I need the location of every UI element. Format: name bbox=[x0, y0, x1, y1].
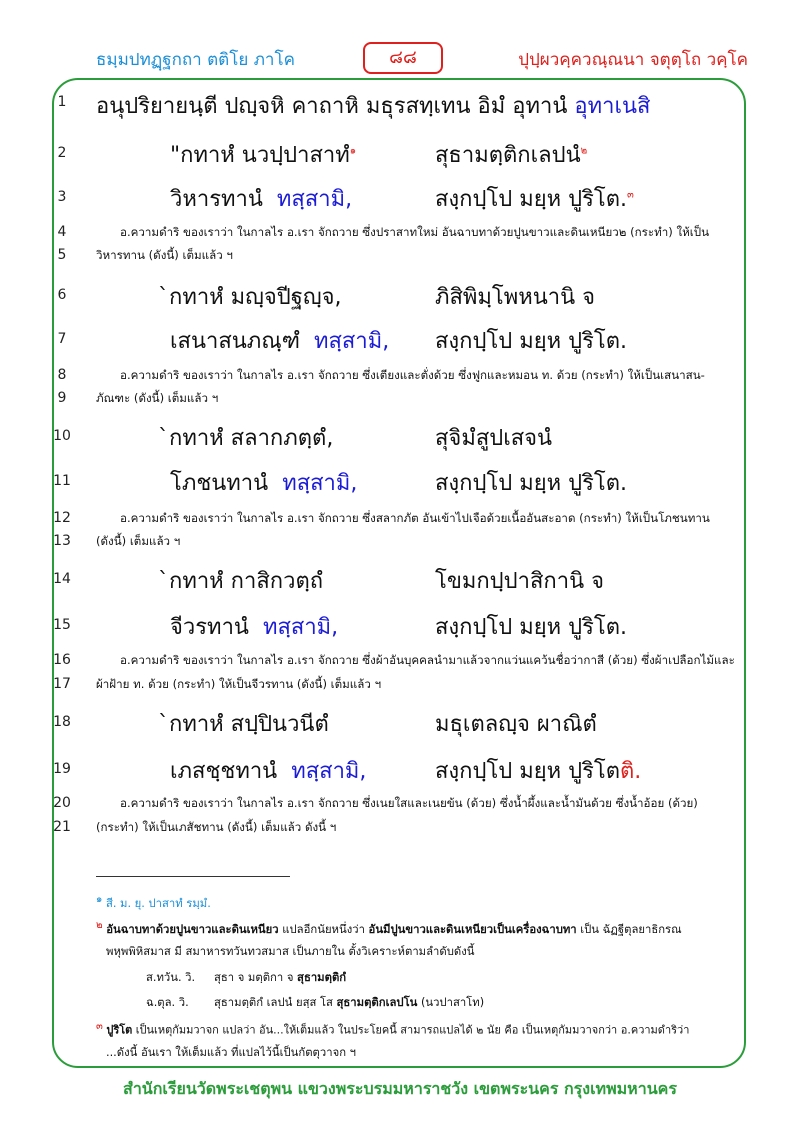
footnote-mark: ๒ bbox=[96, 920, 103, 931]
translation-line: อ.ความดำริ ของเราว่า ในกาลไร อ.เรา จักถวาย ซึ่งเตียงและตั่งด้วย ซึ่งฟูกและหมอน ท. ด้วย (กระทำ) ให้เป็นเสนาสน- bbox=[120, 368, 705, 382]
analysis-text: (นวปาสาโท) bbox=[417, 996, 485, 1009]
footnote-mark: ๑ bbox=[96, 894, 103, 905]
footnote-text: แปลอีกนัยหนึ่งว่า bbox=[278, 922, 369, 936]
footnote-3 bbox=[96, 1019, 689, 1039]
translation-line: (ดังนี้) เต็มแล้ว ฯ bbox=[96, 534, 181, 548]
line-number: 20 bbox=[53, 795, 71, 811]
verse-left bbox=[170, 753, 366, 788]
verse-text: วิหารทานํ bbox=[170, 187, 263, 212]
footnote-bold: ปูริโต bbox=[106, 1023, 133, 1037]
footnote-2-cont: พหุพพิหิสมาส มี สมาหารทวันทวสมาส เป็นภายใน ตั้งวิเคราะห์ตามลำดับดังนี้ bbox=[106, 945, 475, 958]
verse-right bbox=[435, 137, 587, 172]
verse-highlight: ทสฺสามิ, bbox=[291, 759, 367, 784]
verse-highlight: ทสฺสามิ, bbox=[276, 187, 353, 212]
verse-text: เสนาสนภณฺฑํ bbox=[170, 329, 300, 354]
verse-intro bbox=[96, 88, 650, 123]
footnote-text: สี. ม. ยุ. ปาสาทํ รมฺมํ. bbox=[105, 896, 211, 910]
verse-right: สงฺกปฺโป มยฺห ปูริโต. bbox=[435, 615, 627, 640]
footnote-2-analysis bbox=[146, 968, 346, 986]
footnote-mark: ๓ bbox=[96, 1021, 103, 1032]
page-footer: สำนักเรียนวัดพระเชตุพน แขวงพระบรมมหาราชวัง เขตพระนคร กรุงเทพมหานคร bbox=[123, 1079, 677, 1098]
verse-right bbox=[435, 753, 641, 788]
line-number: 9 bbox=[57, 390, 67, 406]
verse-right: สงฺกปฺโป มยฺห ปูริโต. bbox=[435, 329, 627, 354]
line-number: 12 bbox=[53, 510, 71, 526]
verse-text: จีวรทานํ bbox=[170, 615, 249, 640]
translation-line: ผ้าฝ้าย ท. ด้วย (กระทำ) ให้เป็นจีวรทาน (ดังนี้) เต็มแล้ว ฯ bbox=[96, 677, 382, 691]
verse-left bbox=[170, 137, 356, 172]
analysis-bold: สุธามตฺติกํ bbox=[297, 971, 347, 984]
translation-line: (กระทำ) ให้เป็นเภสัชทาน (ดังนี้) เต็มแล้ว ดังนี้ ฯ bbox=[96, 820, 337, 834]
verse-left: `กทาหํ สปฺปินวนีตํ bbox=[158, 712, 329, 737]
verse-right: โขมกปฺปาสิกานิ จ bbox=[435, 569, 604, 594]
footnote-text: เป็นเหตุกัมมวาจก แปลว่า อัน...ให้เต็มแล้ว ในประโยคนี้ สามารถแปลได้ ๒ นัย คือ เป็นเหตุกัมมวาจกว่า อ.ความดำริว่า bbox=[132, 1023, 690, 1037]
translation-line: อ.ความดำริ ของเราว่า ในกาลไร อ.เรา จักถวาย ซึ่งสลากภัต อันเข้าไปเจือด้วยเนื้ออันสะอาด (กระทำ) ให้เป็นโภชนทาน bbox=[120, 511, 710, 525]
translation-line: วิหารทาน (ดังนี้) เต็มแล้ว ฯ bbox=[96, 248, 233, 262]
footnote-bold: อันมีปูนขาวและดินเหนียวเป็นเครื่องฉาบทา bbox=[368, 922, 577, 936]
analysis-text: สุธามตฺติกํ เลปนํ ยสฺส โส bbox=[214, 996, 337, 1009]
line-number: 6 bbox=[57, 287, 67, 303]
translation-line: ภัณฑะ (ดังนี้) เต็มแล้ว ฯ bbox=[96, 391, 219, 405]
line-number: 2 bbox=[57, 145, 67, 161]
line-number: 19 bbox=[53, 761, 71, 777]
translation-line: อ.ความดำริ ของเราว่า ในกาลไร อ.เรา จักถวาย ซึ่งเนยใสและเนยข้น (ด้วย) ซึ่งน้ำผึ้งและน้ำมันด้วย ซึ่งน้ำอ้อย (ด้วย) bbox=[120, 796, 698, 810]
verse-end-marker: ติ. bbox=[620, 759, 642, 784]
line-number: 10 bbox=[53, 428, 71, 444]
line-number: 18 bbox=[53, 714, 71, 730]
line-number: 4 bbox=[57, 224, 67, 240]
translation-line: อ.ความดำริ ของเราว่า ในกาลไร อ.เรา จักถวาย ซึ่งปราสาทใหม่ อันฉาบทาด้วยปูนขาวและดินเหนียว๒ (กระทำ) ให้เป็น bbox=[120, 225, 709, 239]
verse-highlight: ทสฺสามิ, bbox=[262, 615, 339, 640]
footnote-2-analysis bbox=[146, 993, 484, 1011]
line-number: 15 bbox=[53, 617, 71, 633]
line-number: 11 bbox=[53, 473, 71, 489]
footnote-1 bbox=[96, 892, 211, 912]
line-number: 14 bbox=[53, 571, 71, 587]
verse-left bbox=[170, 323, 389, 358]
verse-text: โภชนทานํ bbox=[170, 471, 269, 496]
footnote-divider bbox=[96, 876, 290, 877]
verse-left bbox=[170, 609, 338, 644]
line-number: 5 bbox=[57, 247, 67, 263]
footnote-2 bbox=[96, 918, 682, 938]
verse-right bbox=[435, 181, 634, 216]
verse-highlight: ทสฺสามิ, bbox=[313, 329, 390, 354]
footnote-bold: อันฉาบทาด้วยปูนขาวและดินเหนียว bbox=[106, 922, 279, 936]
verse-left: `กทาหํ สลากภตฺตํ, bbox=[158, 426, 334, 451]
line-number: 13 bbox=[53, 533, 71, 549]
analysis-label: ฉ.ตุล. วิ. bbox=[146, 996, 189, 1009]
chapter-title: ปุปฺผวคฺควณฺณนา จตุตฺโถ วคฺโค bbox=[518, 50, 748, 70]
footnote-ref: ๓ bbox=[627, 189, 634, 201]
verse-left bbox=[170, 181, 352, 216]
verse-text: เภสชฺชทานํ bbox=[170, 759, 278, 784]
verse-text: สงฺกปฺโป มยฺห ปูริโต. bbox=[435, 187, 627, 212]
verse-left: `กทาหํ มญฺจปีฐญฺจ, bbox=[158, 285, 342, 310]
line-number: 8 bbox=[57, 367, 67, 383]
verse-right: สุจิมํสูปเสจนํ bbox=[435, 426, 553, 451]
analysis-bold: สุธามตฺติกเลปโน bbox=[336, 996, 418, 1009]
verse-right: ภิสิพิมฺโพหนานิ จ bbox=[435, 285, 596, 310]
footnote-text: เป็น ฉัฏฐีตุลยาธิกรณ bbox=[576, 922, 682, 936]
analysis-label: ส.ทวัน. วิ. bbox=[146, 971, 196, 984]
verse-intro-highlight: อุทาเนสิ bbox=[574, 94, 651, 119]
verse-left: `กทาหํ กาสิกวตฺถํ bbox=[158, 569, 324, 594]
verse-right: สงฺกปฺโป มยฺห ปูริโต. bbox=[435, 471, 627, 496]
verse-left bbox=[170, 465, 357, 500]
line-number: 16 bbox=[53, 652, 71, 668]
line-number: 1 bbox=[57, 94, 67, 110]
verse-text: สุธามตฺติกเลปนํ bbox=[435, 143, 581, 168]
line-number: 7 bbox=[57, 331, 67, 347]
verse-right: มธุเตลญฺจ ผาณิตํ bbox=[435, 712, 597, 737]
line-number: 17 bbox=[53, 676, 71, 692]
verse-intro-text: อนุปริยายนฺตี ปญฺจหิ คาถาหิ มธุรสทฺเทน อิมํ อุทานํ bbox=[96, 94, 568, 119]
page-number: ๘๘ bbox=[363, 42, 443, 74]
footnote-ref: ๒ bbox=[580, 145, 588, 157]
book-title: ธมฺมปทฏฺฐกถา ตติโย ภาโค bbox=[96, 50, 295, 70]
line-number: 3 bbox=[57, 189, 67, 205]
translation-line: อ.ความดำริ ของเราว่า ในกาลไร อ.เรา จักถวาย ซึ่งผ้าอันบุคคลนำมาแล้วจากแว่นแคว้นชื่อว่ากาสี (ด้วย) ซึ่งผ้าเปลือกไม้และ bbox=[120, 653, 735, 667]
analysis-text: สุธา จ มตฺติกา จ bbox=[214, 971, 298, 984]
verse-highlight: ทสฺสามิ, bbox=[282, 471, 358, 496]
verse-text: "กทาหํ นวปฺปาสาทํ bbox=[170, 143, 350, 168]
footnote-3-cont: ...ดังนี้ อันเรา ให้เต็มแล้ว ที่แปลไว้นี้เป็นกัตตุวาจก ฯ bbox=[106, 1046, 356, 1059]
verse-text: สงฺกปฺโป มยฺห ปูริโต bbox=[435, 759, 621, 784]
line-number: 21 bbox=[53, 819, 71, 835]
footnote-ref: ๑ bbox=[349, 145, 357, 157]
